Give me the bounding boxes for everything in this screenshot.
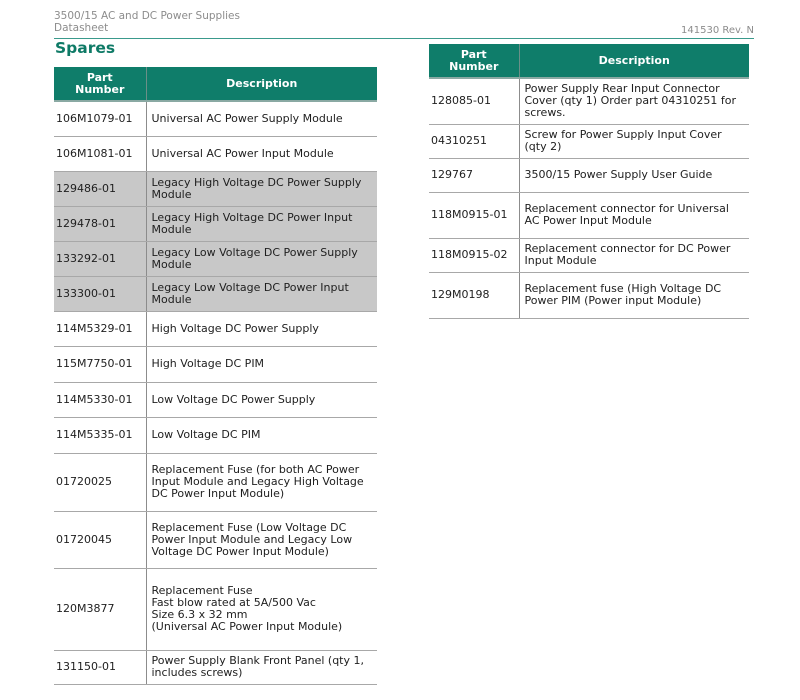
- part-number-header-text: Part Number: [449, 47, 499, 73]
- table-row: [429, 238, 749, 272]
- description-cell: Replacement fuse (High Voltage DC Power PIM (Power input Module): [519, 272, 749, 318]
- part-number-cell: 118M0915-02: [429, 238, 519, 272]
- table-row: [54, 276, 377, 311]
- description-cell: Screw for Power Supply Input Cover (qty 2): [519, 124, 749, 158]
- part-number-cell: 131150-01: [54, 650, 146, 684]
- header-divider: [54, 38, 754, 39]
- column-header-description: Description: [519, 44, 749, 78]
- part-number-header-text: Part Number: [75, 70, 125, 96]
- description-cell: High Voltage DC PIM: [146, 346, 377, 382]
- table-row: [429, 192, 749, 238]
- part-number-cell: 120M3877: [54, 568, 146, 650]
- description-cell: Universal AC Power Input Module: [146, 136, 377, 171]
- description-cell: Low Voltage DC Power Supply: [146, 382, 377, 417]
- description-cell: Replacement connector for DC Power Input Module: [519, 238, 749, 272]
- description-cell: 3500/15 Power Supply User Guide: [519, 158, 749, 192]
- table-row: [54, 171, 377, 206]
- revision-number: 141530 Rev. N: [681, 25, 754, 36]
- table-row: [54, 511, 377, 568]
- description-cell: Universal AC Power Supply Module: [146, 101, 377, 136]
- part-number-cell: 114M5335-01: [54, 417, 146, 453]
- description-cell: Replacement Fuse (for both AC Power Input Module and Legacy High Voltage DC Power Input Module): [146, 453, 377, 511]
- table-row: [429, 124, 749, 158]
- table-row: [54, 206, 377, 241]
- section-title: Spares: [55, 39, 116, 57]
- document-type: Datasheet: [54, 22, 109, 34]
- description-cell: Replacement Fuse (Low Voltage DC Power Input Module and Legacy Low Voltage DC Power Input Module): [146, 511, 377, 568]
- table-row: [54, 136, 377, 171]
- table-row: [54, 568, 377, 650]
- description-cell: Replacement connector for Universal AC Power Input Module: [519, 192, 749, 238]
- description-cell: Power Supply Rear Input Connector Cover (qty 1) Order part 04310251 for screws.: [519, 78, 749, 124]
- table-row: [54, 417, 377, 453]
- table-row: [54, 650, 377, 684]
- description-cell: Legacy Low Voltage DC Power Supply Module: [146, 241, 377, 276]
- part-number-cell: 114M5330-01: [54, 382, 146, 417]
- table-row: [54, 382, 377, 417]
- part-number-cell: 115M7750-01: [54, 346, 146, 382]
- document-title: 3500/15 AC and DC Power Supplies: [54, 10, 240, 22]
- part-number-cell: 114M5329-01: [54, 311, 146, 346]
- column-header-description: Description: [146, 67, 377, 101]
- description-cell: Legacy High Voltage DC Power Supply Module: [146, 171, 377, 206]
- description-cell: Low Voltage DC PIM: [146, 417, 377, 453]
- table-row: [54, 453, 377, 511]
- part-number-cell: 106M1079-01: [54, 101, 146, 136]
- description-cell: Power Supply Blank Front Panel (qty 1, includes screws): [146, 650, 377, 684]
- part-number-cell: 01720045: [54, 511, 146, 568]
- part-number-cell: 118M0915-01: [429, 192, 519, 238]
- table-row: [429, 272, 749, 318]
- table-row: [429, 158, 749, 192]
- spares-table-right: [429, 44, 749, 319]
- part-number-cell: 133300-01: [54, 276, 146, 311]
- part-number-cell: 106M1081-01: [54, 136, 146, 171]
- spares-table-left: [54, 67, 377, 685]
- table-row: [54, 101, 377, 136]
- part-number-cell: 129M0198: [429, 272, 519, 318]
- table-row: [429, 78, 749, 124]
- description-cell: Replacement Fuse Fast blow rated at 5A/500 Vac Size 6.3 x 32 mm (Universal AC Power Input Module): [146, 568, 377, 650]
- table-row: [54, 311, 377, 346]
- part-number-cell: 04310251: [429, 124, 519, 158]
- column-header-part-number: [54, 67, 146, 101]
- part-number-cell: 128085-01: [429, 78, 519, 124]
- part-number-cell: 129478-01: [54, 206, 146, 241]
- description-cell: High Voltage DC Power Supply: [146, 311, 377, 346]
- part-number-cell: 129486-01: [54, 171, 146, 206]
- column-header-part-number: [429, 44, 519, 78]
- part-number-cell: 129767: [429, 158, 519, 192]
- table-row: [54, 241, 377, 276]
- description-cell: Legacy Low Voltage DC Power Input Module: [146, 276, 377, 311]
- part-number-cell: 01720025: [54, 453, 146, 511]
- description-cell: Legacy High Voltage DC Power Input Module: [146, 206, 377, 241]
- part-number-cell: 133292-01: [54, 241, 146, 276]
- table-row: [54, 346, 377, 382]
